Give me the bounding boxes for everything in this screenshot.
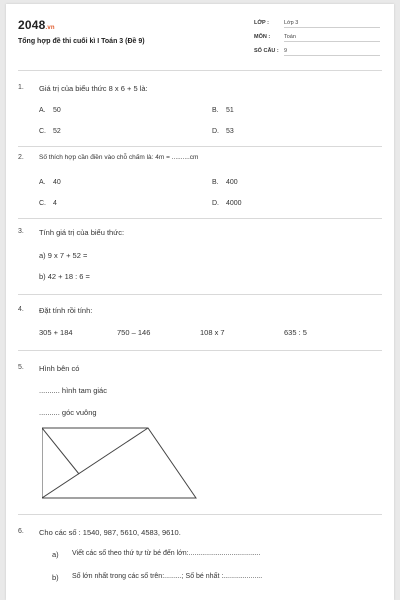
header-divider	[18, 70, 382, 71]
option-letter: B.	[212, 107, 219, 114]
question-number: 5.	[18, 364, 24, 371]
option-value: 51	[226, 107, 234, 114]
page-title: Tổng hợp đề thi cuối kì I Toán 3 (Đề 9)	[18, 38, 145, 45]
option-c[interactable]	[39, 128, 61, 135]
option-c[interactable]	[39, 200, 57, 207]
question-number: 6.	[18, 528, 24, 535]
question-divider	[18, 218, 382, 219]
question-number: 1.	[18, 84, 24, 91]
meta-label-count: SỐ CÂU :	[254, 48, 279, 54]
option-letter: B.	[212, 179, 219, 186]
option-value: 40	[53, 179, 61, 186]
meta-label-class: LỚP :	[254, 20, 269, 26]
question-number: 3.	[18, 228, 24, 235]
logo-main: 2048	[18, 18, 46, 32]
option-letter: C.	[39, 200, 46, 207]
option-value: 400	[226, 179, 238, 186]
part-text: Số lớn nhất trong các số trên:.........; Số bé nhất :....................	[72, 573, 263, 580]
option-letter: D.	[212, 200, 219, 207]
height-line	[42, 428, 79, 474]
option-value: 4000	[226, 200, 242, 207]
question-text: Đặt tính rồi tính:	[39, 306, 93, 315]
option-a[interactable]	[39, 179, 61, 186]
part-text: Viết các số theo thứ tự từ bé đến lớn:.....................................	[72, 550, 261, 557]
option-letter: A.	[39, 107, 46, 114]
meta-value-class: Lớp 3	[284, 20, 380, 28]
meta-value-count: 9	[284, 48, 380, 56]
question-text: Tính giá trị của biểu thức:	[39, 228, 125, 237]
calc-item: 305 + 184	[39, 328, 73, 337]
meta-value-subject: Toán	[284, 34, 380, 42]
calc-item: 635 : 5	[284, 328, 307, 337]
part-label: a)	[52, 550, 59, 559]
calc-item: 750 – 146	[117, 328, 151, 337]
question-divider	[18, 294, 382, 295]
geometry-figure	[42, 426, 202, 502]
expression-part-b: b) 42 + 18 : 6 =	[39, 272, 90, 281]
question-divider	[18, 146, 382, 147]
calc-item: 108 x 7	[200, 328, 225, 337]
trapezoid-outline	[42, 428, 196, 498]
fill-line-right-angles: .......... góc vuông	[39, 408, 97, 417]
option-d[interactable]	[212, 200, 242, 207]
question-number: 4.	[18, 306, 24, 313]
option-value: 50	[53, 107, 61, 114]
question-text: Giá trị của biểu thức 8 x 6 + 5 là:	[39, 84, 148, 93]
logo-sub: .vn	[45, 25, 55, 31]
option-d[interactable]	[212, 128, 234, 135]
question-text: Hình bên có	[39, 364, 80, 373]
meta-label-subject: MÔN :	[254, 34, 271, 40]
question-number: 2.	[18, 154, 24, 161]
expression-part-a: a) 9 x 7 + 52 =	[39, 251, 88, 260]
site-logo[interactable]	[18, 18, 55, 32]
option-letter: C.	[39, 128, 46, 135]
option-a[interactable]	[39, 107, 61, 114]
fill-line-triangles: .......... hình tam giác	[39, 386, 107, 395]
option-b[interactable]	[212, 107, 234, 114]
question-text: Số thích hợp cần điền vào chỗ chấm là: 4m = ..........cm	[39, 154, 199, 161]
option-value: 4	[53, 200, 57, 207]
option-value: 53	[226, 128, 234, 135]
option-letter: A.	[39, 179, 46, 186]
diagonal-line	[42, 428, 148, 498]
question-divider	[18, 350, 382, 351]
option-value: 52	[53, 128, 61, 135]
option-b[interactable]	[212, 179, 238, 186]
option-letter: D.	[212, 128, 219, 135]
part-label: b)	[52, 573, 59, 582]
worksheet-page	[6, 4, 394, 600]
question-divider	[18, 514, 382, 515]
question-text: Cho các số : 1540, 987, 5610, 4583, 9610.	[39, 528, 181, 537]
header	[6, 4, 394, 74]
